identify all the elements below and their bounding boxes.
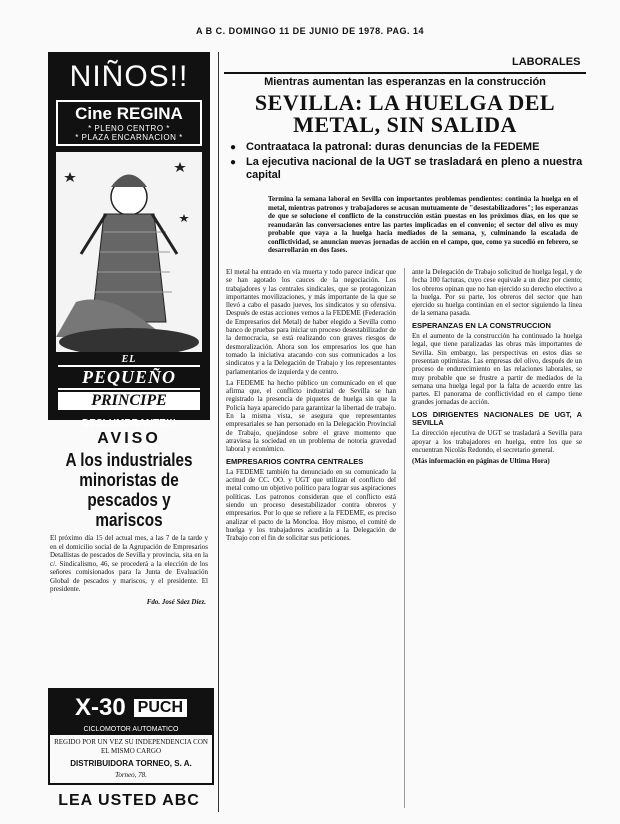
notice-signature: Fdo. José Sáez Díez. <box>146 597 206 606</box>
moped-advertisement <box>48 688 214 785</box>
moped-address: Torneo, 78. <box>115 771 147 779</box>
article-kicker: Mientras aumentan las esperanzas en la construcción <box>264 76 546 88</box>
notice-title: A los industriales minoristas de pescados y mariscos <box>65 450 193 530</box>
article-lead: Termina la semana laboral en Sevilla con importantes problemas pendientes: continúa la huelga en el metal, mientras patronos y trabajadores se acusan mutuamente de "desestabilizadores"; los esperanzas de que se solucione el conflicto de la construcción están puestas en los próximos días, en los que se reanudarán las conversaciones entre las partes implicadas en el convenio; el sector del olivo es muy probable que vaya a la huelga hacia mediados de la semana, y, culminando la escalada de conflictividad, se anuncian nuevas jornadas de acción en el campo, que, como ya sucedió en febrero, se desarrollarán en dos fases. <box>268 195 578 254</box>
column-divider <box>218 52 219 812</box>
paragraph: ante la Delegación de Trabajo solicitud de huelga legal, y de fecha 100 facturas, cuyo cese equivale a un diez por ciento; los obreros opinan que no han ejercido su derecho electivo a la huelga. Por su parte, los obreros del sector que han ejercido su huelga continúan en el sector siguiendo la línea de la semana pasada. <box>412 268 582 318</box>
paragraph-note: (Más información en páginas de Ultima Hora) <box>412 457 550 466</box>
article-headline: SEVILLA: LA HUELGA DEL METAL, SIN SALIDA <box>254 90 556 137</box>
moped-distributor: DISTRIBUIDORA TORNEO, S. A. <box>70 759 192 768</box>
subheading: ESPERANZAS EN LA CONSTRUCCION <box>412 320 551 330</box>
cinema-name: Cine REGINA <box>75 104 183 123</box>
notice-kicker: AVISO <box>97 430 161 447</box>
ad-tagline: DESLUMBRANTE!!! <box>82 418 176 429</box>
little-prince-drawing <box>56 152 202 352</box>
moped-body: REGIDO POR UN VEZ SU INDEPENDENCIA CON EL MISMO CARGO <box>54 738 208 755</box>
moped-subtitle: CICLOMOTOR AUTOMATICO <box>50 726 212 735</box>
film-title-line-2: PEQUEÑO <box>58 365 200 390</box>
bullet-item: ● Contraataca la patronal: duras denuncias de la FEDEME <box>230 141 586 154</box>
notice-box <box>48 430 210 606</box>
page-header: A B C. DOMINGO 11 DE JUNIO DE 1978. PAG. 14 <box>195 26 425 36</box>
moped-brand: PUCH <box>134 699 187 717</box>
footer-advertisement: LEA USTED ABC <box>58 792 200 809</box>
article-bullets <box>230 141 586 184</box>
film-illustration <box>56 152 202 352</box>
section-label: LABORALES <box>512 56 581 68</box>
paragraph: En el aumento de la construcción ha continuado la huelga legal, que tiene paralizadas las obras más importantes de Sevilla. Sin embargo, las perspectivas en estos días se presentan optimistas. Las empresas del olivo, después de un proceso de endurecimiento en las relaciones laborales, se muy probable que se frustre a partir de mediados de la semana una huelga legal por la falta de acuerdo entre las partes. El panorama de conflictividad en el campo tiene grandes jornadas de acción. <box>412 332 582 407</box>
paragraph: La dirección ejecutiva de UGT se trasladará a Sevilla para apoyar a los trabajadores en huelga, entre los que se encuentran Nicolás Redondo, el secretario general. <box>412 429 582 454</box>
cinema-location-2: * PLAZA ENCARNACION * <box>75 133 183 142</box>
paragraph: La FEDEME ha hecho público un comunicado en el que afirma que, el conflicto industrial de Sevilla se han registrado la presencia de piquetes de huelga sin que la Policía haya aparecido para garantizar la libertad de trabajo. En la misma vista, se asegura que representantes empresariales se han personado en la Delegación Provincial de Trabajo, quejándose sobre el grave momento que atraviesa la sociedad en un problema de notoria gravedad laboral y económico. <box>226 378 396 454</box>
section-rule <box>224 72 586 74</box>
paragraph: El metal ha entrado en vía muerta y todo parece indicar que se han agotado los cauces de la negociación. Los trabajadores y las centrales sindicales, que se protagonizan importantes movilizaciones, y más importante de la que se llevó a cabo el pasado jueves, los sindicatos y su ofensiva. Después de estas acciones vemos a la FEDEME (Federación de Empresarios del Metal) de haber elegido a Sevilla como banco de pruebas para iniciar un proceso desestabilizador de la democracia, se está realizando con graves riesgos de desmoralización. Ahora son los empresarios los que han tomado la iniciativa atacando con sus comunicados a los sindicatos y a la Delegación de Trabajo y los representantes parlamentarios de izquierda y de centro. <box>226 268 396 376</box>
moped-model: X-30 <box>74 694 126 721</box>
moped-banner <box>50 690 212 726</box>
subheading: LOS DIRIGENTES NACIONALES DE UGT, A SEVILLA <box>412 409 582 428</box>
cinema-box <box>56 100 202 146</box>
film-title-line-1: EL <box>121 354 137 365</box>
film-advertisement <box>48 52 210 429</box>
column-divider-inner <box>404 268 405 808</box>
subheading: EMPRESARIOS CONTRA CENTRALES <box>226 456 364 466</box>
ad-title: NIÑOS!! <box>69 60 189 93</box>
bullet-item: ● La ejecutiva nacional de la UGT se trasladará en pleno a nuestra capital <box>230 156 586 182</box>
cinema-location-1: * PLENO CENTRO * <box>88 124 170 133</box>
article-column-b <box>412 268 582 469</box>
notice-body: El próximo día 15 del actual mes, a las 7 de la tarde y en el domicilio social de la Agrupación de Empresarios Detallistas de pescados de Sevilla y provincia, sita en la c/. Sindicalismo, 46, se procederá a la elección de los señores comisionados para la Junta de Evaluación Global de pescados y mariscos, y el presidente. El presidente. <box>50 534 208 593</box>
paragraph: La FEDEME también ha denunciado en su comunicado la actitud de CC. OO. y UGT que utilizan el conflicto del metal como un objetivo político para lograr sus aspiraciones políticas. Los patronos consideran que el conflicto está siendo un proceso desestabilizador contra obreros y empresarios. Por lo que se refiere a la FEDEME, es preciso analizar el pacto de la Moncloa. Hoy mismo, el comité de huelga y los trabajadores acudirán a la Delegación de Trabajo con el fin de solicitar sus peticiones. <box>226 467 396 543</box>
article-column-a <box>226 268 396 546</box>
film-title-line-3: PRINCIPE <box>58 392 200 410</box>
